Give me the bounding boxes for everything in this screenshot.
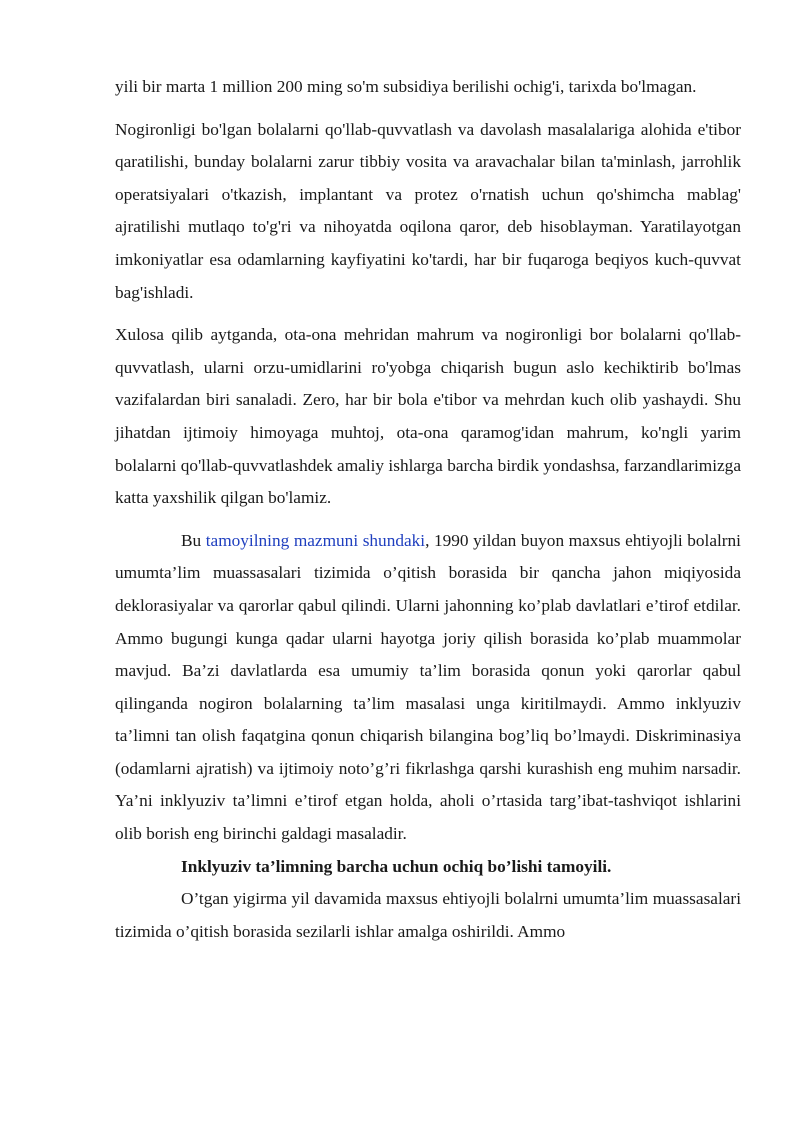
paragraph-disabled-children-support: Nogironligi bo'lgan bolalarni qo'llab-quvvatlash va davolash masalalariga alohida e'tibor qaratilishi, bunday bolalarni zarur tibbiy vosita va aravachalar bilan ta'minlash, jarrohlik operatsiyalari o'tkazish, implantant va protez o'rnatish uchun qo'shimcha mablag' ajratilishi mutlaqo to'g'ri va nihoyatda oqilona qaror, deb hisoblayman. Yaratilayotgan imkoniyatlar esa odamlarning kayfiyatini ko'tardi, har bir fuqaroga beqiyos kuch-quvvat bag'ishladi.: [115, 119, 741, 302]
hyperlink-principle[interactable]: tamoyilning mazmuni shundaki: [205, 530, 426, 550]
paragraph-body: , 1990 yildan buyon maxsus ehtiyojli bolalrni umumta’lim muassasalari tizimida o’qitish borasida bir qancha jahon miqiyosida deklorasiyalar va qarorlar qabul qilindi. Ularni jahonning ko’plab davlatlari e’tirof etdilar. Ammo bugungi kunga qadar ularni hayotga joriy qilish borasida ko’plab muammolar mavjud. Ba’zi davlatlarda esa umumiy ta’lim borasida qonun yoki qarorlar qabul qilinganda nogiron bolalarning ta’lim masalasi unga kiritilmaydi. Ammo inklyuziv ta’limni tan olish faqatgina qonun chiqarish bilangina bog’liq bo’lmaydi. Diskriminasiya (odamlarni ajratish) va ijtimoiy noto’g’ri fikrlashga qarshi kurashish eng muhim narsadir. Ya’ni inklyuziv ta’limni e’tirof etgan holda, aholi o’rtasida targ’ibat-tashviqot ishlarini olib borish eng birinchi galdagi masaladir.: [115, 530, 741, 844]
document-body: [115, 71, 741, 948]
paragraph-continuation: yili bir marta 1 million 200 ming so'm subsidiya berilishi ochig'i, tarixda bo'lmagan.: [115, 77, 697, 96]
paragraph-lead: Bu: [181, 530, 206, 550]
paragraph-conclusion: Xulosa qilib aytganda, ota-ona mehridan mahrum va nogironligi bor bolalarni qo'llab-quvvatlash, ularni orzu-umidlarini ro'yobga chiqarish bugun aslo kechiktirib bo'lmas vazifalardan biri sanaladi. Zero, har bir bola e'tibor va mehrdan kuch olib yashaydi. Shu jihatdan ijtimoiy himoyaga muhtoj, ota-ona qaramog'idan mahrum, ko'ngli yarim bolalarni qo'llab-quvvatlashdek amaliy ishlarga barcha birdik yondashsa, farzandlarimizga katta yaxshilik qilgan bo'lamiz.: [115, 325, 741, 508]
paragraph-principle-content: [115, 525, 741, 851]
section-heading: Inklyuziv ta’limning barcha uchun ochiq bo’lishi tamoyili.: [181, 856, 612, 876]
paragraph-last-twenty-years: O’tgan yigirma yil davamida maxsus ehtiyojli bolalrni umumta’lim muassasalari tizimida o’qitish borasida sezilarli ishlar amalga oshirildi. Ammo: [115, 889, 741, 941]
